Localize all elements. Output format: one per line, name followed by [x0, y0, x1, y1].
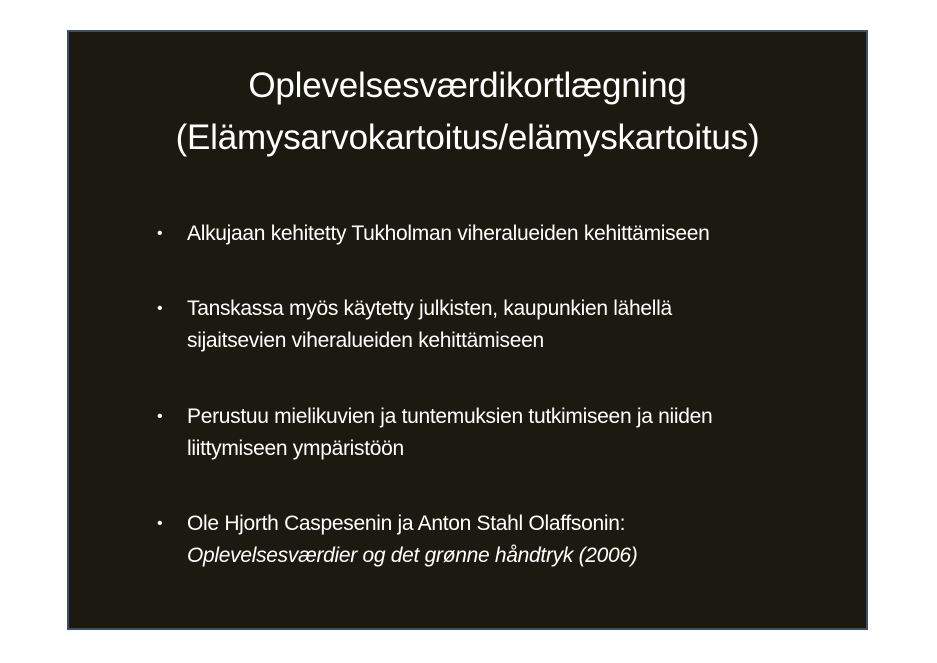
slide-title-line-2: (Elämysarvokartoitus/elämyskartoitus)	[175, 118, 760, 157]
bullet-icon: •	[157, 515, 163, 532]
bullet-text: Ole Hjorth Caspesenin ja Anton Stahl Olaffsonin:	[187, 512, 626, 535]
bullet-list	[153, 218, 843, 572]
bullet-item	[153, 401, 843, 465]
bullet-item	[153, 293, 843, 357]
bullet-icon: •	[157, 225, 163, 242]
bullet-text: Perustuu mielikuvien ja tuntemuksien tutkimiseen ja niiden	[187, 405, 713, 428]
bullet-text: Tanskassa myös käytetty julkisten, kaupunkien lähellä	[187, 297, 672, 320]
bullet-text-continued: sijaitsevien viheralueiden kehittämiseen	[187, 329, 544, 352]
bullet-item	[153, 508, 843, 572]
slide	[67, 30, 868, 630]
book-title: Oplevelsesværdier og det grønne håndtryk (2006)	[187, 544, 638, 567]
bullet-icon: •	[157, 300, 163, 317]
bullet-item	[153, 218, 843, 250]
slide-title-line-1: Oplevelsesværdikortlægning	[248, 66, 687, 105]
slide-title	[69, 60, 866, 164]
bullet-text: Alkujaan kehitetty Tukholman viheralueiden kehittämiseen	[187, 222, 710, 245]
bullet-text-continued: liittymiseen ympäristöön	[187, 437, 404, 460]
bullet-icon: •	[157, 408, 163, 425]
